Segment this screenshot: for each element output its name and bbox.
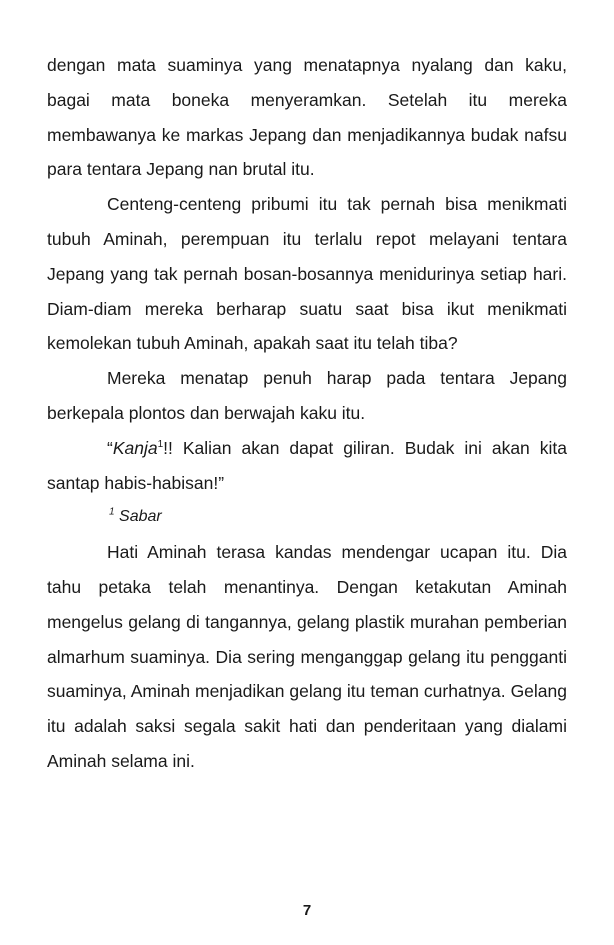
footnote-text: Sabar xyxy=(119,508,162,526)
page-number: 7 xyxy=(302,902,312,919)
footnote xyxy=(47,500,567,535)
body-text xyxy=(47,48,567,779)
open-quote: “ xyxy=(107,437,113,458)
italic-word: Kanja xyxy=(112,437,158,458)
paragraph-1: dengan mata suaminya yang menatapnya nyalang dan kaku, bagai mata boneka menyeramkan. Setelah itu mereka membawanya ke markas Jepang dan menjadikannya budak nafsu para tentara Jepang nan brutal itu. xyxy=(47,55,567,180)
paragraph-4-dialogue xyxy=(47,431,567,501)
paragraph-5: Hati Aminah terasa kandas mendengar ucapan itu. Dia tahu petaka telah menantinya. Dengan ketakutan Aminah mengelus gelang di tangannya, gelang plastik murahan pemberian almarhum suaminya. Dia sering menganggap gelang itu pengganti suaminya, Aminah menjadikan gelang itu teman curhatnya. Gelang itu adalah saksi segala sakit hati dan penderitaan yang dialami Aminah selama ini. xyxy=(47,542,567,771)
dialogue-rest: !! Kalian akan dapat giliran. Budak ini akan kita santap habis-habisan!” xyxy=(47,437,567,493)
footnote-mark: 1 xyxy=(109,507,115,519)
paragraph-2: Centeng-centeng pribumi itu tak pernah bisa menikmati tubuh Aminah, perempuan itu terlalu repot melayani tentara Jepang yang tak pernah bosan-bosannya menidurinya setiap hari. Diam-diam mereka berharap suatu saat bisa ikut menikmati kemolekan tubuh Aminah, apakah saat itu telah tiba? xyxy=(47,194,567,354)
footnote-reference: 1 xyxy=(157,438,164,450)
paragraph-3: Mereka menatap penuh harap pada tentara Jepang berkepala plontos dan berwajah kaku itu. xyxy=(47,368,567,423)
